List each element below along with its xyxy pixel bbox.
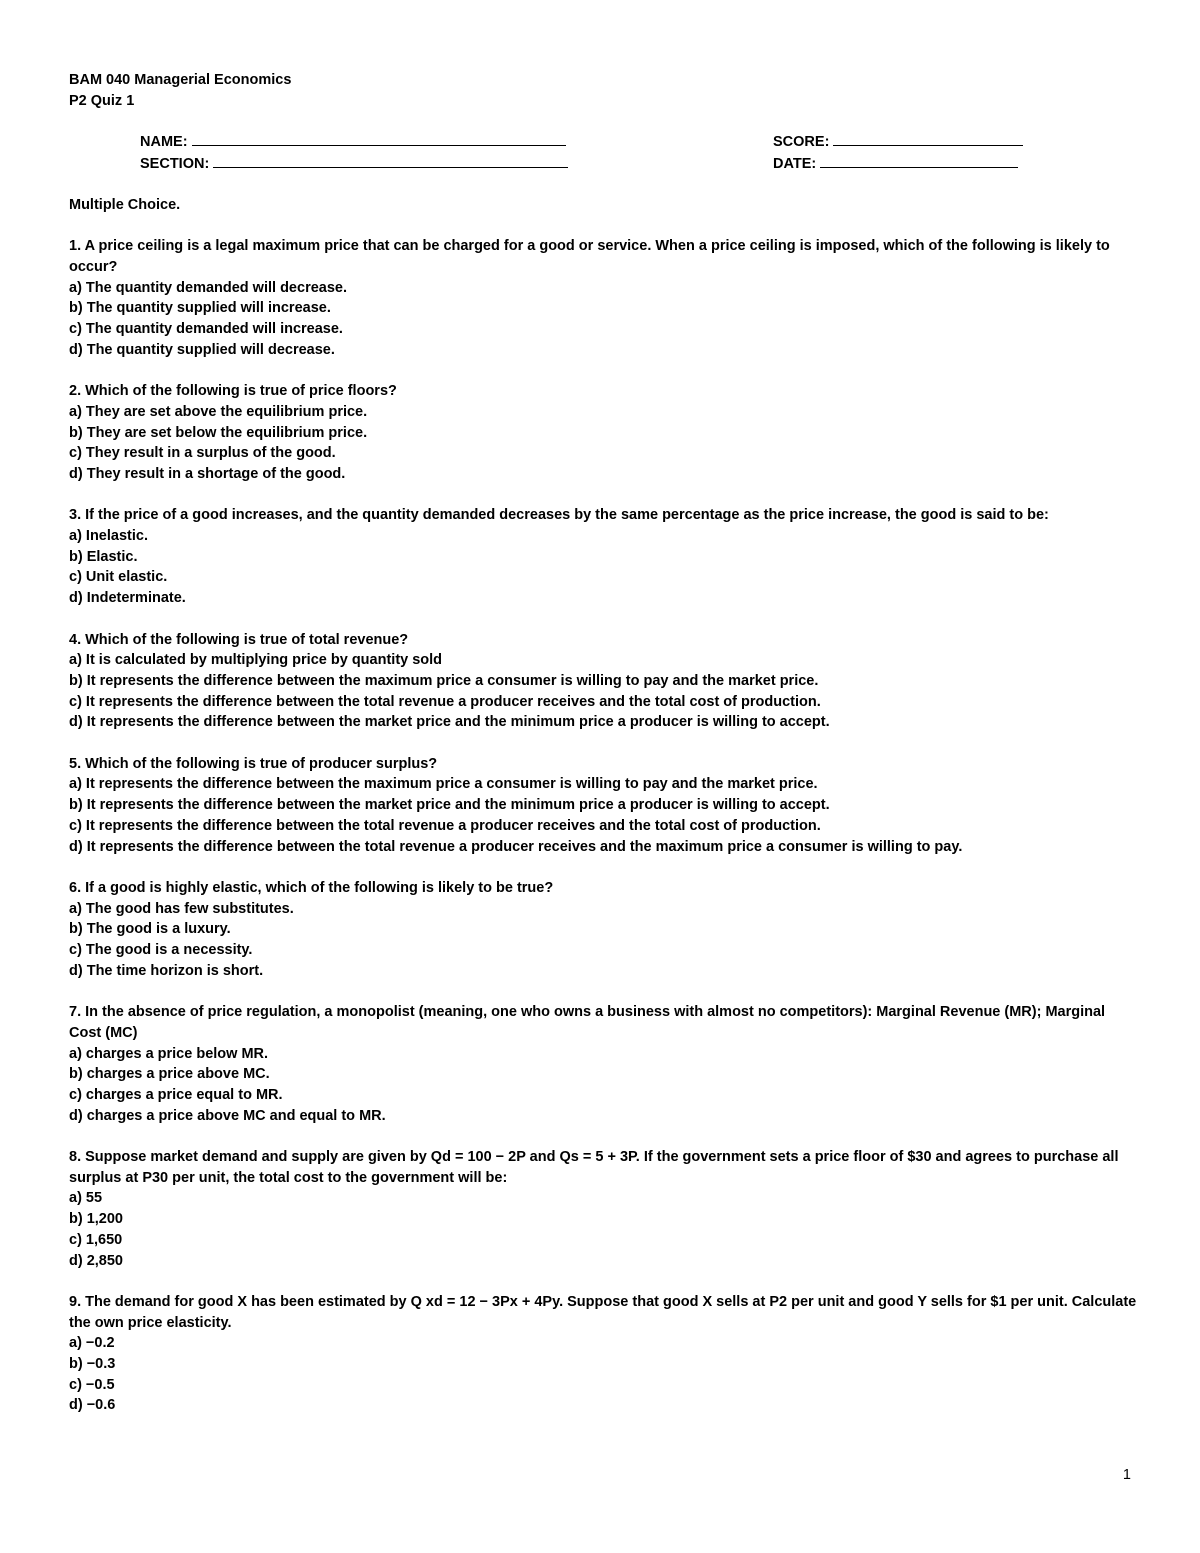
- option-a: a) It is calculated by multiplying price by quantity sold: [69, 652, 443, 669]
- quiz-title: P2 Quiz 1: [69, 92, 135, 109]
- question-text: 5. Which of the following is true of producer surplus?: [69, 755, 438, 772]
- answer-options: [69, 278, 1139, 361]
- option-a: a) The good has few substitutes.: [69, 900, 294, 917]
- question-9: [69, 1292, 1139, 1416]
- question-text: 9. The demand for good X has been estimated by Q xd = 12 − 3Px + 4Py. Suppose that good X sells at P2 per unit and good Y sells for $1 per unit. Calculate the own price elasticity.: [69, 1293, 1137, 1331]
- option-b: b) −0.3: [69, 1356, 116, 1373]
- question-7: [69, 1002, 1139, 1126]
- option-d: d) It represents the difference between the total revenue a producer receives and the maximum price a consumer is willing to pay.: [69, 838, 963, 855]
- option-c: c) The good is a necessity.: [69, 942, 253, 959]
- option-c: c) It represents the difference between the total revenue a producer receives and the total cost of production.: [69, 693, 821, 710]
- answer-options: [69, 650, 1139, 733]
- option-a: a) The quantity demanded will decrease.: [69, 279, 347, 296]
- document-header: [69, 70, 1139, 111]
- date-blank: [820, 153, 1018, 168]
- question-text: 6. If a good is highly elastic, which of the following is likely to be true?: [69, 879, 554, 896]
- question-5: [69, 754, 1139, 858]
- page-content: [69, 70, 1139, 1437]
- option-a: a) It represents the difference between the maximum price a consumer is willing to pay and the market price.: [69, 776, 818, 793]
- question-1: [69, 236, 1139, 360]
- option-b: b) It represents the difference between the maximum price a consumer is willing to pay and the market price.: [69, 672, 819, 689]
- option-b: b) It represents the difference between the market price and the minimum price a producer is willing to accept.: [69, 797, 830, 814]
- answer-options: [69, 1188, 1139, 1271]
- option-d: d) The time horizon is short.: [69, 962, 264, 979]
- instructions: Multiple Choice.: [69, 196, 181, 213]
- answer-options: [69, 899, 1139, 982]
- option-a: a) 55: [69, 1190, 103, 1207]
- score-blank: [833, 131, 1023, 146]
- date-field: [773, 153, 1073, 175]
- date-label: DATE:: [773, 156, 817, 173]
- option-a: a) −0.2: [69, 1335, 115, 1352]
- question-text: 7. In the absence of price regulation, a monopolist (meaning, one who owns a business with almost no competitors): Marginal Revenue (MR); Marginal Cost (MC): [69, 1004, 1106, 1041]
- section-blank: [213, 153, 568, 168]
- answer-options: [69, 1044, 1139, 1127]
- answer-options: [69, 526, 1139, 609]
- option-c: c) Unit elastic.: [69, 569, 168, 586]
- option-a: a) charges a price below MR.: [69, 1045, 269, 1062]
- page-number: 1: [1122, 1467, 1131, 1483]
- question-4: [69, 630, 1139, 734]
- score-label: SCORE:: [773, 134, 830, 151]
- option-c: c) It represents the difference between the total revenue a producer receives and the total cost of production.: [69, 817, 821, 834]
- option-a: a) They are set above the equilibrium price.: [69, 403, 368, 420]
- option-d: d) Indeterminate.: [69, 590, 186, 607]
- option-d: d) charges a price above MC and equal to MR.: [69, 1107, 386, 1124]
- question-text: 4. Which of the following is true of total revenue?: [69, 631, 409, 648]
- answer-options: [69, 1333, 1139, 1416]
- option-d: d) They result in a shortage of the good.: [69, 465, 346, 482]
- option-b: b) 1,200: [69, 1211, 123, 1228]
- option-c: c) The quantity demanded will increase.: [69, 321, 343, 338]
- option-a: a) Inelastic.: [69, 528, 148, 545]
- option-b: b) The good is a luxury.: [69, 921, 231, 938]
- option-b: b) They are set below the equilibrium price.: [69, 424, 368, 441]
- name-blank: [192, 131, 566, 146]
- option-d: d) It represents the difference between the market price and the minimum price a producer is willing to accept.: [69, 714, 830, 731]
- option-d: d) 2,850: [69, 1252, 123, 1269]
- question-8: [69, 1147, 1139, 1271]
- question-text: 3. If the price of a good increases, and the quantity demanded decreases by the same percentage as the price increase, the good is said to be:: [69, 507, 1049, 524]
- question-text: 8. Suppose market demand and supply are given by Qd = 100 − 2P and Qs = 5 + 3P. If the government sets a price floor of $30 and agrees to purchase all surplus at P30 per unit, the total cost to the government will be:: [69, 1149, 1119, 1186]
- answer-options: [69, 774, 1139, 857]
- question-6: [69, 878, 1139, 982]
- option-b: b) The quantity supplied will increase.: [69, 300, 331, 317]
- option-c: c) They result in a surplus of the good.: [69, 445, 336, 462]
- question-text: 2. Which of the following is true of price floors?: [69, 383, 397, 400]
- section-field: [140, 153, 773, 175]
- name-label: NAME:: [140, 134, 188, 151]
- course-title: BAM 040 Managerial Economics: [69, 72, 292, 88]
- question-2: [69, 381, 1139, 485]
- answer-options: [69, 402, 1139, 485]
- option-b: b) charges a price above MC.: [69, 1066, 270, 1083]
- option-c: c) charges a price equal to MR.: [69, 1086, 283, 1103]
- question-3: [69, 505, 1139, 609]
- option-d: d) The quantity supplied will decrease.: [69, 341, 335, 358]
- option-b: b) Elastic.: [69, 548, 138, 565]
- option-c: c) −0.5: [69, 1376, 115, 1393]
- student-info-form: [140, 131, 1139, 174]
- option-c: c) 1,650: [69, 1231, 123, 1248]
- question-text: 1. A price ceiling is a legal maximum price that can be charged for a good or service. When a price ceiling is imposed, which of the following is likely to occur?: [69, 238, 1110, 275]
- name-field: [140, 131, 773, 153]
- section-label: SECTION:: [140, 156, 210, 173]
- question-list: [69, 236, 1139, 1416]
- score-field: [773, 131, 1073, 153]
- option-d: d) −0.6: [69, 1397, 116, 1414]
